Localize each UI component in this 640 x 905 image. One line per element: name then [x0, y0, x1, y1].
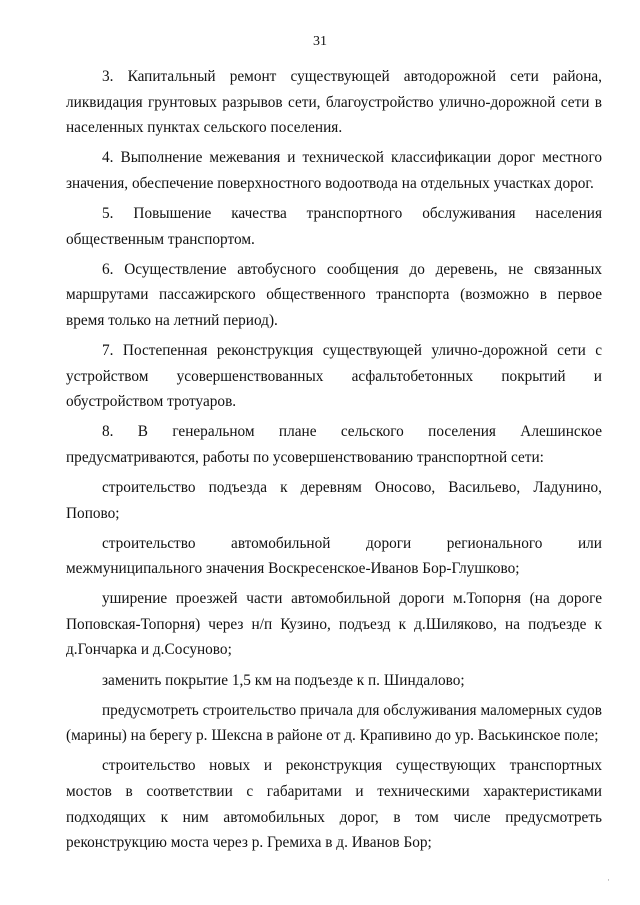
paragraph-item-3: 3. Капитальный ремонт существующей автодорожной сети района, ликвидация грунтовых разрывов сети, благоустройство улично-дорожной сети в населенных пунктах сельского поселения. — [66, 68, 602, 137]
measure-bridges: строительство новых и реконструкция существующих транспортных мостов в соответствии с габаритами и техническими характеристиками подходящих к ним автомобильных дорог, в том числе предусмотреть реконструкцию моста через р. Гремиха в д. Иванов Бор; — [66, 757, 602, 852]
measure-access-road-villages: строительство подъезда к деревням Оносово, Васильево, Ладунино, Попово; — [66, 478, 602, 522]
measure-pier-construction: предусмотреть строительство причала для обслуживания маломерных судов (марины) на берегу р. Шексна в районе от д. Крапивино до ур. Васькинское поле; — [66, 701, 602, 745]
paragraph-item-5: 5. Повышение качества транспортного обслуживания населения общественным транспортом. — [66, 204, 602, 248]
measure-road-widening: уширение проезжей части автомобильной дороги м.Топорня (на дороге Поповская-Топорня) через н/п Кузино, подъезд к д.Шиляково, на подъезде к д.Гончарка и д.Сосуново; — [66, 590, 602, 659]
paragraph-item-7: 7. Постепенная реконструкция существующей улично-дорожной сети с устройством усовершенствованных асфальтобетонных покрытий и обустройством тротуаров. — [66, 341, 602, 411]
measure-regional-road: строительство автомобильной дороги регионального или межмуниципального значения Воскресенское-Иванов Бор-Глушково; — [66, 534, 602, 578]
page-number: 31 — [313, 34, 327, 49]
document-body — [66, 64, 602, 860]
paragraph-item-4: 4. Выполнение межевания и технической классификации дорог местного значения, обеспечение поверхностного водоотвода на отдельных участках дорог. — [66, 149, 602, 192]
paragraph-item-8: 8. В генеральном плане сельского поселения Алешинское предусматриваются, работы по усовершенствованию транспортной сети: — [66, 423, 602, 466]
scan-artifact: · — [607, 875, 610, 885]
measure-surface-replacement: заменить покрытие 1,5 км на подъезде к п. Шиндалово; — [102, 671, 465, 689]
paragraph-item-6: 6. Осуществление автобусного сообщения до деревень, не связанных маршрутами пассажирского общественного транспорта (возможно в первое время только на летний период). — [66, 260, 602, 329]
